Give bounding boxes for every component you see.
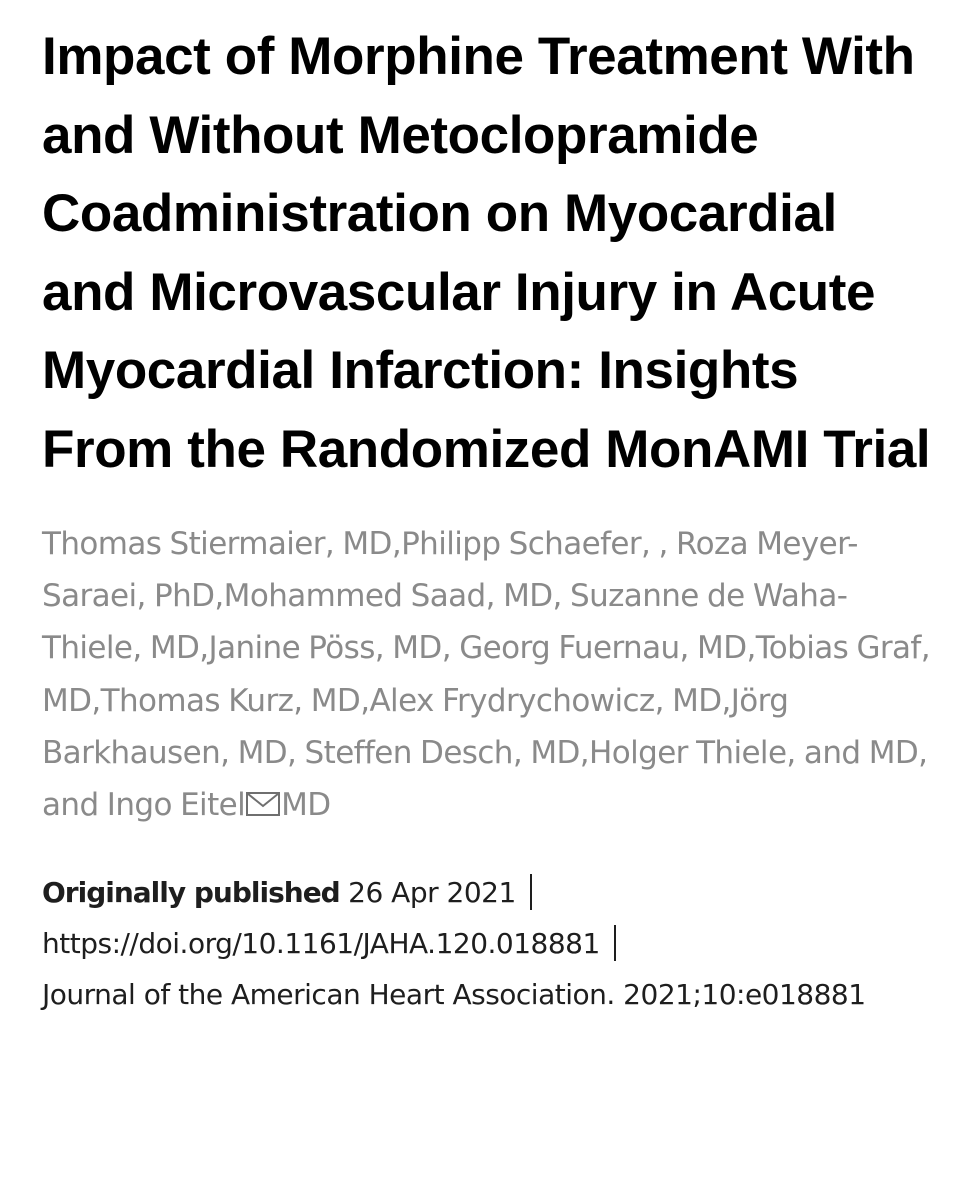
published-date: 26 Apr 2021 [348, 876, 516, 910]
publication-meta [42, 867, 938, 1020]
meta-separator [530, 874, 532, 910]
doi-row [42, 918, 938, 969]
published-label: Originally published [42, 876, 340, 910]
published-row [42, 867, 938, 918]
envelope-icon[interactable] [246, 780, 280, 804]
meta-separator [614, 925, 616, 961]
corresponding-author-degree: MD [281, 787, 331, 824]
citation-row [42, 969, 938, 1020]
author-names: Thomas Stiermaier, MD,Philipp Schaefer, , Roza Meyer-Saraei, PhD,Mohammed Saad, MD, Suzanne de Waha-Thiele, MD,Janine Pöss, MD, Georg Fuernau, MD,Tobias Graf, MD,Thomas Kurz, MD,Alex Frydrychowicz, MD,Jörg Barkhausen, MD, Steffen Desch, MD,Holger Thiele, and MD, and Ingo Eitel [42, 526, 930, 824]
article-title: Impact of Morphine Treatment With and Without Metoclopramide Coadministration on Myocardial and Microvascular Injury in Acute Myocardial Infarction: Insights From the Randomized MonAMI Trial [42, 27, 931, 479]
doi-link[interactable]: https://doi.org/10.1161/JAHA.120.018881 [42, 927, 600, 961]
journal-citation: Journal of the American Heart Association. 2021;10:e018881 [42, 978, 866, 1012]
author-list [42, 518, 938, 831]
